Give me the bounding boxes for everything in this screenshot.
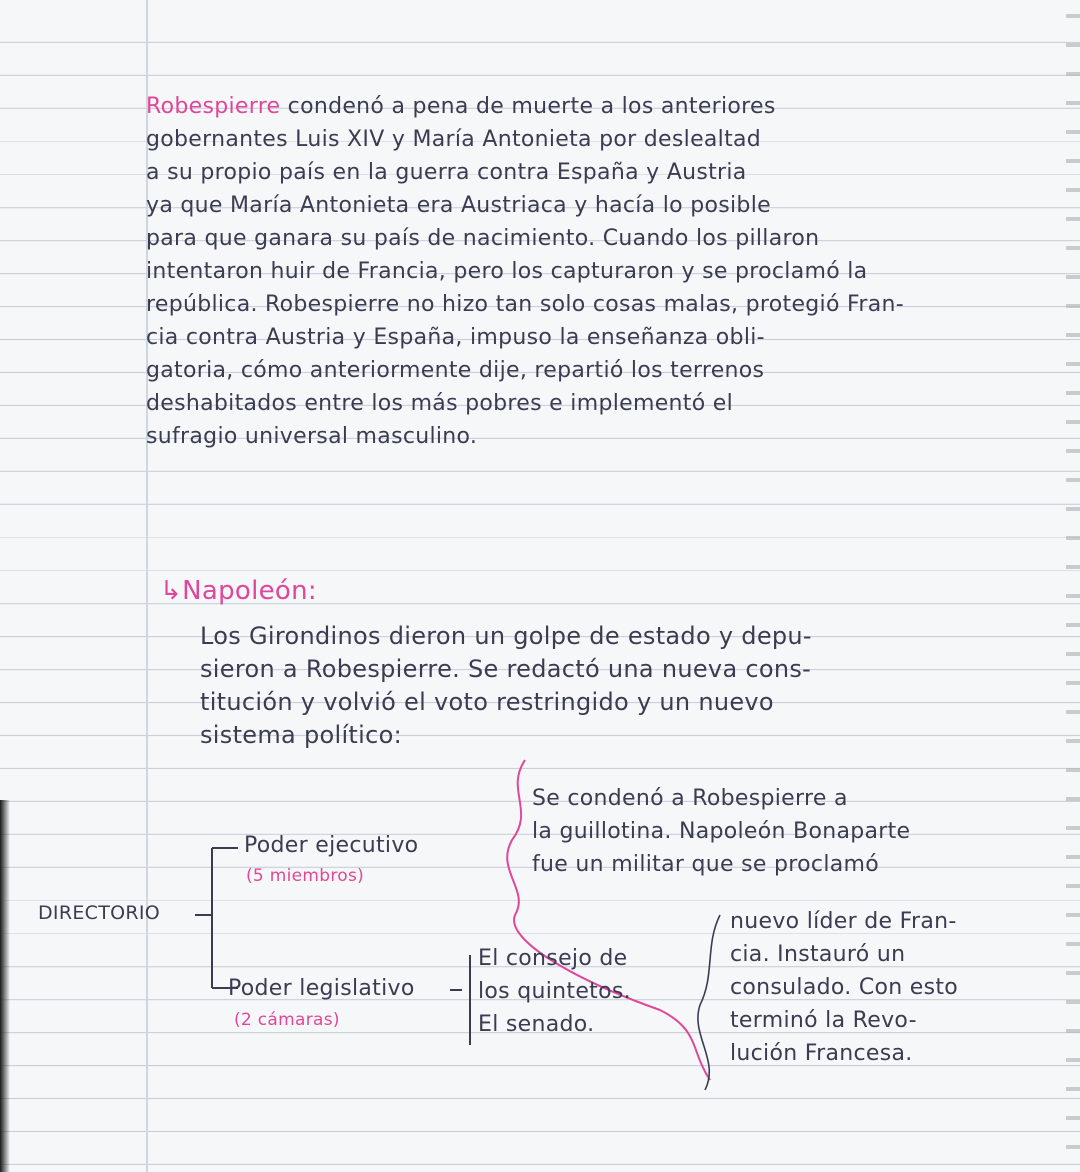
paragraph-line: deshabitados entre los más pobres e implementó el	[146, 391, 734, 416]
legislative-power: Poder legislativo	[228, 976, 415, 1001]
right-note-top	[532, 782, 910, 881]
note-line: cia. Instauró un	[730, 942, 906, 967]
paragraph-line: cia contra Austria y España, impuso la enseñanza obli-	[146, 325, 765, 350]
executive-power: Poder ejecutivo	[244, 833, 419, 858]
legislativo-bracket	[450, 955, 470, 1045]
note-line: terminó la Revo-	[730, 1008, 917, 1033]
directorio-bracket	[195, 848, 238, 988]
note-line: consulado. Con esto	[730, 975, 959, 1000]
paragraph-line: titución y volvió el voto restringido y un nuevo	[200, 688, 774, 716]
legislative-detail: (2 cámaras)	[234, 1010, 340, 1030]
paragraph-line: a su propio país en la guerra contra España y Austria	[146, 160, 747, 185]
note-line: lución Francesa.	[730, 1041, 913, 1066]
directorio-label: DIRECTORIO	[38, 902, 161, 924]
legislative-branches	[478, 942, 631, 1041]
note-line: la guillotina. Napoleón Bonaparte	[532, 819, 911, 844]
paragraph-line: sistema político:	[200, 721, 402, 749]
paragraph-line: intentaron huir de Francia, pero los capturaron y se proclamó la	[146, 259, 868, 284]
note-line: fue un militar que se proclamó	[532, 852, 880, 877]
paragraph-line: república. Robespierre no hizo tan solo cosas malas, protegió Fran-	[146, 292, 904, 317]
paragraph-line: ya que María Antonieta era Austriaca y hacía lo posible	[146, 193, 771, 218]
paragraph-line: gatoria, cómo anteriormente dije, repartió los terrenos	[146, 358, 765, 383]
note-line: nuevo líder de Fran-	[730, 909, 957, 934]
right-note-bottom	[730, 905, 958, 1070]
branch-item: El senado.	[478, 1012, 595, 1037]
paragraph-line: Robespierre condenó a pena de muerte a los anteriores	[146, 94, 776, 119]
note-line: Se condenó a Robespierre a	[532, 786, 848, 811]
paragraph-line: gobernantes Luis XIV y María Antonieta por deslealtad	[146, 127, 762, 152]
executive-detail: (5 miembros)	[246, 866, 365, 886]
branch-item: El consejo de	[478, 946, 628, 971]
paragraph-line: sufragio universal masculino.	[146, 424, 478, 449]
paragraph-line: para que ganara su país de nacimiento. Cuando los pillaron	[146, 226, 820, 251]
paragraph-line: sieron a Robespierre. Se redactó una nueva cons-	[200, 655, 812, 683]
branch-item: los quintetos.	[478, 979, 631, 1004]
section-heading: ↳Napoleón:	[160, 576, 317, 606]
highlighted-name: Robespierre	[146, 94, 281, 119]
paragraph-line: Los Girondinos dieron un golpe de estado y depu-	[200, 622, 812, 650]
